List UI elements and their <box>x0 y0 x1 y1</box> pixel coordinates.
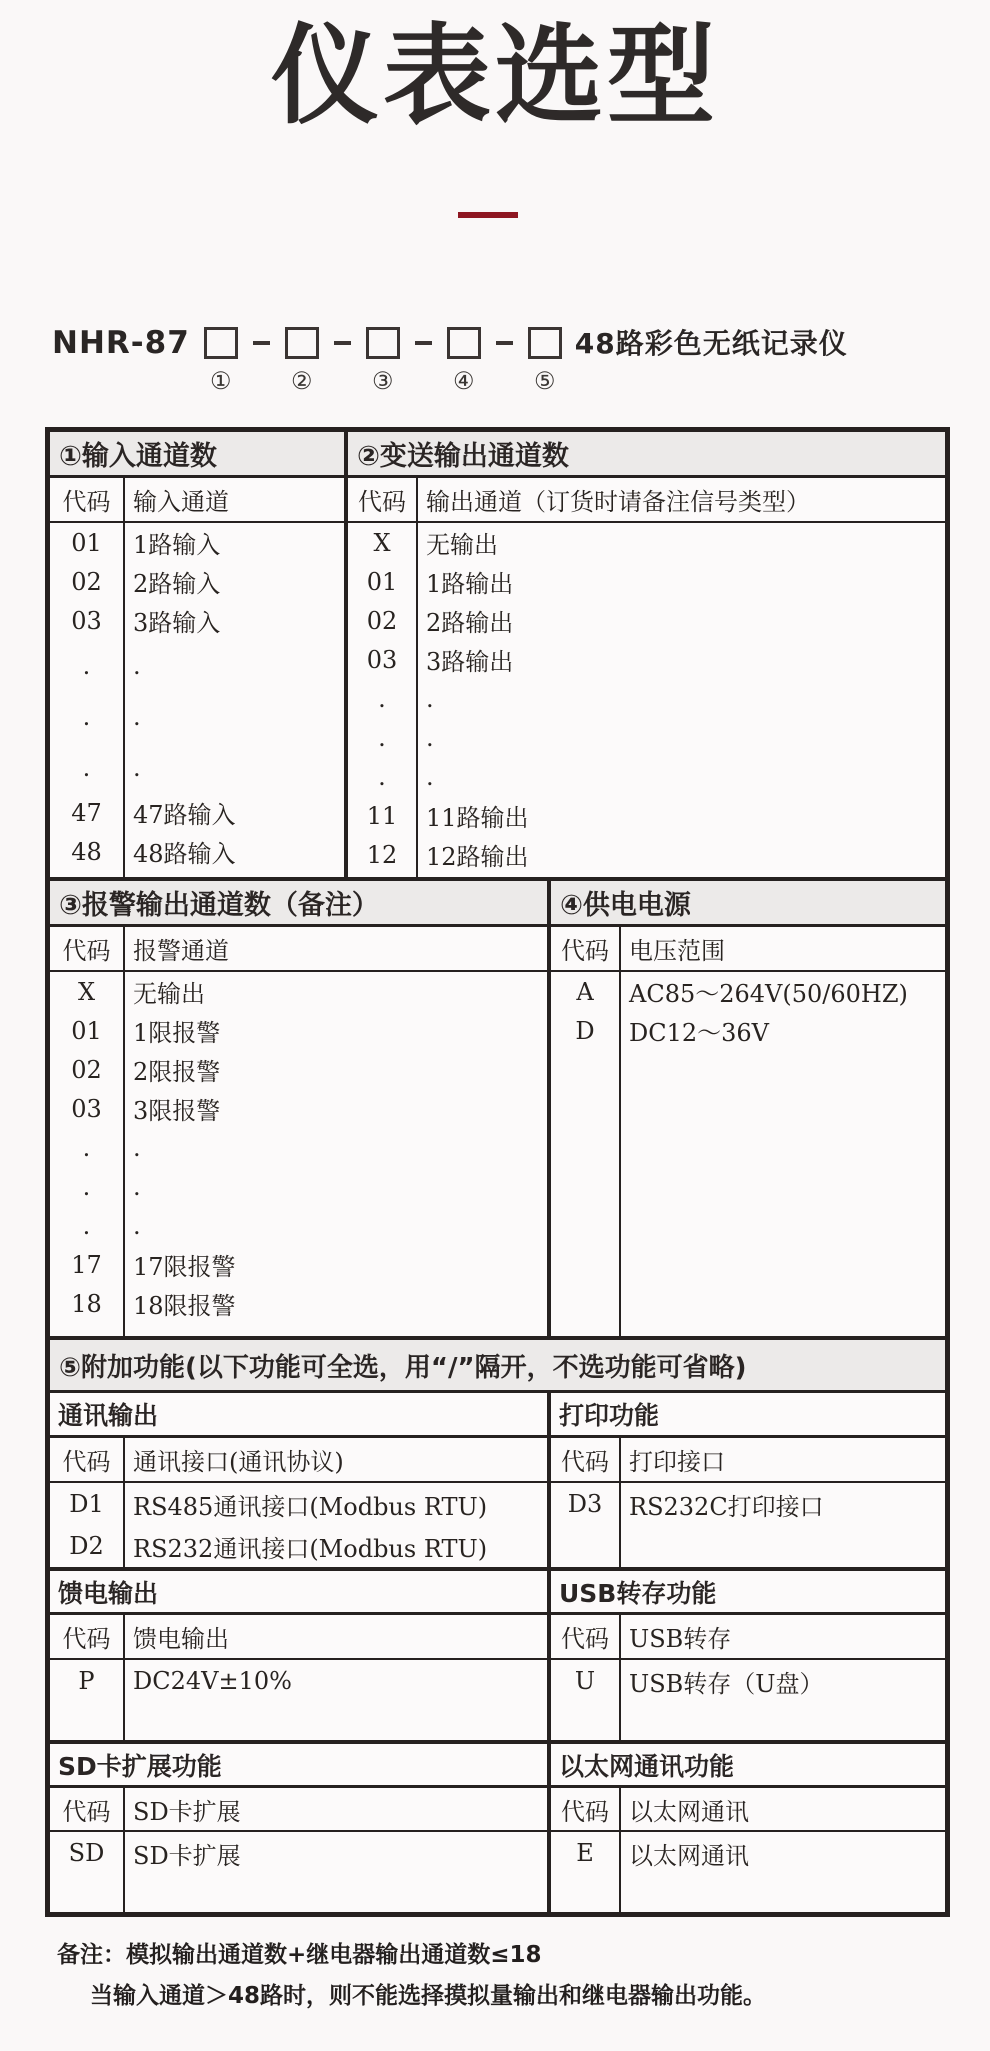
table-filler-row <box>551 1525 945 1567</box>
row-code: 02 <box>348 601 418 640</box>
row-code: . <box>348 718 418 757</box>
col-header-code: 代码 <box>50 478 125 521</box>
table-row <box>50 1284 547 1323</box>
row-code: 03 <box>348 640 418 679</box>
col-header-code: 代码 <box>50 927 125 970</box>
table-row <box>50 1128 547 1167</box>
band-alarm-power <box>50 877 945 1336</box>
column-header-row <box>348 478 945 523</box>
table-row <box>551 972 945 1011</box>
column-header-row <box>551 1438 945 1483</box>
row-label: . <box>133 753 141 782</box>
table-row <box>348 523 945 562</box>
table-row <box>551 1011 945 1050</box>
row-label: . <box>133 1211 141 1240</box>
row-label: SD卡扩展 <box>133 1841 241 1870</box>
table-row <box>50 793 344 832</box>
row-code: 02 <box>50 1050 125 1089</box>
filler-code <box>551 1050 621 1336</box>
row-label: DC24V±10% <box>133 1667 292 1695</box>
subsection-usb <box>551 1571 945 1740</box>
row-code: 11 <box>348 796 418 835</box>
row-code: . <box>50 1167 125 1206</box>
row-code: 03 <box>50 1089 125 1128</box>
column-header-row <box>551 927 945 972</box>
table-row <box>348 718 945 757</box>
row-code: . <box>348 757 418 796</box>
title-accent-dash <box>458 212 518 218</box>
row-code: 01 <box>50 523 125 562</box>
filler-code <box>50 1874 125 1912</box>
filler-code <box>551 1525 621 1567</box>
subsection-header: 通讯输出 <box>50 1393 547 1438</box>
table-row <box>50 1483 547 1525</box>
table-filler-row <box>551 1874 945 1912</box>
band-input-transmit <box>50 432 945 877</box>
row-label: USB转存（U盘） <box>629 1669 824 1698</box>
subsection-header: 打印功能 <box>551 1393 945 1438</box>
col-header-code: 代码 <box>348 478 418 521</box>
subsection-header: USB转存功能 <box>551 1571 945 1615</box>
page-title: 仪表选型 <box>270 14 719 139</box>
table-row <box>348 757 945 796</box>
table-row <box>50 1525 547 1567</box>
model-slot-1 <box>204 323 238 394</box>
subsection-ethernet <box>551 1744 945 1912</box>
table-row <box>551 1660 945 1702</box>
row-code: 18 <box>50 1284 125 1323</box>
subsection-print <box>551 1393 945 1567</box>
table-row <box>50 972 547 1011</box>
model-slot-4 <box>447 323 481 394</box>
row-code: . <box>50 691 125 742</box>
row-label: 17限报警 <box>133 1253 236 1281</box>
subsection-sd-card <box>50 1744 551 1912</box>
col-header-code: 代码 <box>551 1438 621 1481</box>
model-box-5 <box>528 327 562 359</box>
row-code: U <box>551 1660 621 1702</box>
table-row <box>50 1660 547 1702</box>
row-label: 12路输出 <box>426 843 529 871</box>
row-code: A <box>551 972 621 1011</box>
model-slot-2 <box>285 323 319 394</box>
row-label: 18限报警 <box>133 1292 236 1320</box>
model-position-1: ① <box>210 367 232 395</box>
section-header: ②变送输出通道数 <box>348 432 945 478</box>
row-code: 48 <box>50 832 125 871</box>
row-label: 47路输入 <box>133 801 236 829</box>
col-header-label: 报警通道 <box>133 937 229 965</box>
table-row <box>50 562 344 601</box>
row-code: E <box>551 1832 621 1874</box>
row-code: X <box>50 972 125 1011</box>
table-row <box>50 1832 547 1874</box>
row-label: 2路输出 <box>426 609 514 637</box>
table-row <box>348 601 945 640</box>
row-label: 1限报警 <box>133 1019 221 1047</box>
band-sd-ethernet <box>50 1740 945 1912</box>
filler-code <box>348 874 418 877</box>
col-header-label: 输入通道 <box>133 488 229 516</box>
footnote-line-2: 当输入通道＞48路时，则不能选择摸拟量输出和继电器输出功能。 <box>90 1983 767 2009</box>
model-position-3: ③ <box>372 367 394 395</box>
filler-label <box>125 1323 547 1336</box>
filler-label <box>621 1702 945 1740</box>
table-row <box>551 1483 945 1525</box>
section-input-channels <box>50 432 348 877</box>
filler-code <box>551 1702 621 1740</box>
filler-code <box>50 1702 125 1740</box>
col-header-label: 打印接口 <box>629 1448 725 1476</box>
subsection-header: 以太网通讯功能 <box>551 1744 945 1788</box>
table-filler-row <box>551 1702 945 1740</box>
col-header-label: 电压范围 <box>629 937 725 965</box>
column-header-row <box>551 1615 945 1660</box>
table-row <box>348 679 945 718</box>
row-code: . <box>50 1128 125 1167</box>
section-header-additional: ⑤附加功能(以下功能可全选，用“/”隔开，不选功能可省略) <box>50 1340 945 1390</box>
col-header-label: SD卡扩展 <box>133 1797 241 1826</box>
row-code: 01 <box>50 1011 125 1050</box>
subsection-header: SD卡扩展功能 <box>50 1744 547 1788</box>
section-body <box>50 523 344 877</box>
row-code: . <box>50 1206 125 1245</box>
col-header-code: 代码 <box>50 1615 125 1658</box>
model-slot-3 <box>366 323 400 394</box>
table-filler-row <box>50 1874 547 1912</box>
table-row <box>50 523 344 562</box>
section-body <box>551 972 945 1336</box>
section-body <box>551 1483 945 1567</box>
row-label: . <box>426 762 434 791</box>
table-row <box>50 1089 547 1128</box>
row-label: RS232通讯接口(Modbus RTU) <box>133 1534 488 1563</box>
table-filler-row <box>551 1050 945 1336</box>
table-row <box>50 601 344 640</box>
table-filler-row <box>348 874 945 877</box>
col-header-code: 代码 <box>50 1788 125 1830</box>
section-power-supply <box>551 881 945 1336</box>
column-header-row <box>551 1788 945 1832</box>
row-code: . <box>50 742 125 793</box>
section-body <box>50 1832 547 1912</box>
dash-separator <box>253 341 270 345</box>
row-label: . <box>133 1172 141 1201</box>
column-header-row <box>50 927 547 972</box>
row-code: 12 <box>348 835 418 874</box>
table-row <box>50 1206 547 1245</box>
section-body <box>50 972 547 1336</box>
table-row <box>551 1832 945 1874</box>
col-header-label: 通讯接口(通讯协议) <box>133 1448 344 1476</box>
row-label: . <box>426 723 434 752</box>
table-row <box>50 742 344 793</box>
row-code: . <box>348 679 418 718</box>
col-header-code: 代码 <box>551 927 621 970</box>
row-code: D <box>551 1011 621 1050</box>
table-filler-row <box>50 1323 547 1336</box>
row-code: D1 <box>50 1483 125 1525</box>
table-row <box>348 796 945 835</box>
table-row <box>50 1245 547 1284</box>
col-header-code: 代码 <box>551 1788 621 1830</box>
filler-label <box>125 871 344 877</box>
section-header: ①输入通道数 <box>50 432 344 478</box>
col-header-label: 输出通道（订货时请备注信号类型） <box>426 488 810 516</box>
table-row <box>50 1011 547 1050</box>
row-code: 02 <box>50 562 125 601</box>
table-row <box>348 562 945 601</box>
model-position-5: ⑤ <box>534 367 556 395</box>
section-body <box>50 1483 547 1567</box>
row-code: D3 <box>551 1483 621 1525</box>
row-label: 3限报警 <box>133 1097 221 1125</box>
section-transmit-output <box>348 432 945 877</box>
row-code: . <box>50 640 125 691</box>
row-label: AC85～264V(50/60HZ) <box>629 980 908 1008</box>
row-label: . <box>133 651 141 680</box>
col-header-code: 代码 <box>50 1438 125 1481</box>
row-label: 1路输入 <box>133 531 221 559</box>
column-header-row <box>50 478 344 523</box>
subsection-feed-output <box>50 1571 551 1740</box>
row-code: D2 <box>50 1525 125 1567</box>
row-label: . <box>133 702 141 731</box>
row-label: 无输出 <box>133 980 205 1008</box>
dash-separator <box>496 341 513 345</box>
table-row <box>348 835 945 874</box>
filler-code <box>50 871 125 877</box>
column-header-row <box>50 1438 547 1483</box>
table-row <box>50 832 344 871</box>
col-header-label: 以太网通讯 <box>629 1797 749 1826</box>
table-row <box>50 640 344 691</box>
filler-label <box>418 874 945 877</box>
band-comm-print <box>50 1390 945 1567</box>
model-position-2: ② <box>291 367 313 395</box>
section-body <box>551 1832 945 1912</box>
row-label: . <box>133 1133 141 1162</box>
row-label: 无输出 <box>426 531 498 559</box>
row-code: SD <box>50 1832 125 1874</box>
table-filler-row <box>50 1702 547 1740</box>
filler-label <box>125 1874 547 1912</box>
filler-label <box>621 1050 945 1336</box>
section-body <box>50 1660 547 1740</box>
row-label: RS232C打印接口 <box>629 1492 824 1521</box>
model-box-4 <box>447 327 481 359</box>
table-row <box>50 1167 547 1206</box>
row-label: 2限报警 <box>133 1058 221 1086</box>
filler-label <box>621 1525 945 1567</box>
row-label: . <box>426 684 434 713</box>
table-row <box>348 640 945 679</box>
row-code: X <box>348 523 418 562</box>
col-header-code: 代码 <box>551 1615 621 1658</box>
footnote-line-1: 备注：模拟输出通道数+继电器输出通道数≤18 <box>57 1942 542 1968</box>
model-code-line <box>52 323 848 394</box>
band-additional-header <box>50 1336 945 1390</box>
dash-separator <box>415 341 432 345</box>
table-row <box>50 1050 547 1089</box>
band-feed-usb <box>50 1567 945 1740</box>
section-body <box>348 523 945 877</box>
selection-table <box>45 427 950 1917</box>
section-header: ④供电电源 <box>551 881 945 927</box>
row-label: 2路输入 <box>133 570 221 598</box>
row-label: 3路输入 <box>133 609 221 637</box>
section-body <box>551 1660 945 1740</box>
row-label: 以太网通讯 <box>629 1841 749 1870</box>
row-code: P <box>50 1660 125 1702</box>
column-header-row <box>50 1615 547 1660</box>
model-box-2 <box>285 327 319 359</box>
model-suffix: 48路彩色无纸记录仪 <box>574 327 848 360</box>
row-code: 17 <box>50 1245 125 1284</box>
row-label: RS485通讯接口(Modbus RTU) <box>133 1492 488 1521</box>
row-code: 03 <box>50 601 125 640</box>
table-row <box>50 691 344 742</box>
section-header: ③报警输出通道数（备注） <box>50 881 547 927</box>
row-label: 1路输出 <box>426 570 514 598</box>
subsection-header: 馈电输出 <box>50 1571 547 1615</box>
row-label: 48路输入 <box>133 840 236 868</box>
row-label: 3路输出 <box>426 648 514 676</box>
row-label: 11路输出 <box>426 804 529 832</box>
model-box-3 <box>366 327 400 359</box>
filler-label <box>621 1874 945 1912</box>
column-header-row <box>50 1788 547 1832</box>
subsection-comm-output <box>50 1393 551 1567</box>
col-header-label: USB转存 <box>629 1625 732 1653</box>
row-code: 47 <box>50 793 125 832</box>
filler-label <box>125 1702 547 1740</box>
row-code: 01 <box>348 562 418 601</box>
dash-separator <box>334 341 351 345</box>
col-header-label: 馈电输出 <box>133 1625 229 1653</box>
model-prefix: NHR-87 <box>52 325 190 361</box>
model-box-1 <box>204 327 238 359</box>
model-slot-5 <box>528 323 562 394</box>
row-label: DC12～36V <box>629 1019 770 1047</box>
filler-code <box>551 1874 621 1912</box>
model-position-4: ④ <box>453 367 475 395</box>
table-filler-row <box>50 871 344 877</box>
section-alarm-output <box>50 881 551 1336</box>
filler-code <box>50 1323 125 1336</box>
